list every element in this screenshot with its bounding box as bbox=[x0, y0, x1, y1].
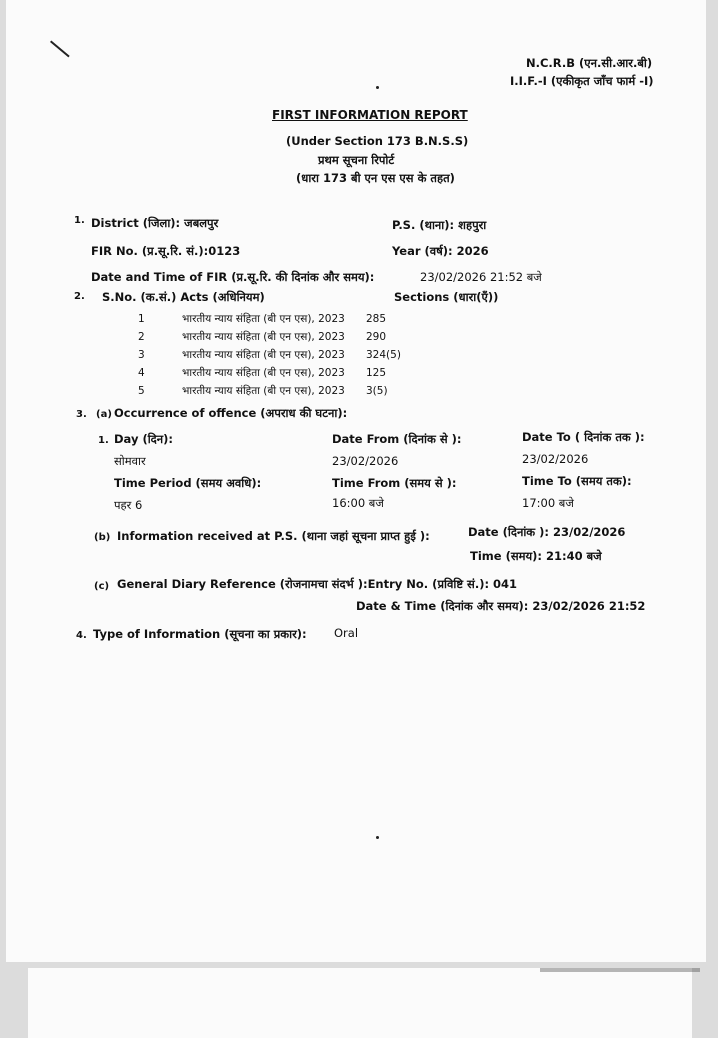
stray-dot bbox=[376, 836, 379, 839]
fir-datetime-value: 23/02/2026 21:52 बजे bbox=[420, 270, 542, 284]
acts-row-sno: 2 bbox=[138, 331, 145, 343]
acts-column-header: S.No. (क.सं.) Acts (अधिनियम) bbox=[102, 290, 265, 304]
fir-number-field: FIR No. (प्र.सू.रि. सं.):0123 bbox=[91, 244, 241, 258]
acts-row-sno: 4 bbox=[138, 367, 145, 379]
item-number: 1. bbox=[98, 435, 109, 446]
day-label: Day (दिन): bbox=[114, 432, 174, 446]
time-period-label: Time Period (समय अवधि): bbox=[114, 476, 262, 490]
acts-row-section: 125 bbox=[366, 367, 387, 379]
acts-row-sno: 3 bbox=[138, 349, 145, 361]
acts-row-section: 290 bbox=[366, 331, 387, 343]
scan-smear bbox=[540, 968, 700, 972]
ncrb-label: N.C.R.B (एन.सी.आर.बी) bbox=[526, 56, 653, 70]
subsection-label: (b) bbox=[94, 532, 111, 543]
info-type-value: Oral bbox=[334, 626, 359, 640]
section-number: 1. bbox=[74, 215, 85, 226]
section-number: 4. bbox=[76, 630, 87, 641]
acts-row-sno: 5 bbox=[138, 385, 145, 397]
info-received-date: Date (दिनांक ): 23/02/2026 bbox=[468, 525, 626, 539]
next-page-edge bbox=[28, 968, 692, 1038]
acts-row-section: 285 bbox=[366, 313, 387, 325]
title-hindi: प्रथम सूचना रिपोर्ट bbox=[318, 153, 395, 167]
time-from-label: Time From (समय से ): bbox=[332, 476, 457, 490]
section-number: 3. bbox=[76, 409, 87, 420]
day-value: सोमवार bbox=[114, 454, 146, 468]
date-to-label: Date To ( दिनांक तक ): bbox=[522, 430, 645, 444]
time-to-value: 17:00 बजे bbox=[522, 496, 574, 510]
acts-row-act: भारतीय न्याय संहिता (बी एन एस), 2023 bbox=[182, 331, 345, 343]
acts-row-act: भारतीय न्याय संहिता (बी एन एस), 2023 bbox=[182, 367, 345, 379]
police-station-field: P.S. (थाना): शहपुरा bbox=[392, 218, 487, 232]
acts-row-act: भारतीय न्याय संहिता (बी एन एस), 2023 bbox=[182, 313, 345, 325]
page-title: FIRST INFORMATION REPORT bbox=[272, 108, 468, 122]
sections-column-header: Sections (धारा(एँ)) bbox=[394, 290, 499, 304]
acts-row-section: 324(5) bbox=[366, 349, 401, 361]
date-to-value: 23/02/2026 bbox=[522, 452, 589, 466]
iif-label: I.I.F.-I (एकीकृत जाँच फार्म -I) bbox=[510, 74, 654, 88]
general-diary-datetime: Date & Time (दिनांक और समय): 23/02/2026 21:52 bbox=[356, 599, 646, 613]
subsection-label: (c) bbox=[94, 581, 110, 592]
acts-row-section: 3(5) bbox=[366, 385, 388, 397]
year-field: Year (वर्ष): 2026 bbox=[392, 244, 489, 258]
title-hindi-section: (धारा 173 बी एन एस एस के तहत) bbox=[296, 171, 455, 185]
info-type-label: Type of Information (सूचना का प्रकार): bbox=[93, 627, 307, 641]
fir-datetime-label: Date and Time of FIR (प्र.सू.रि. की दिनांक और समय): bbox=[91, 270, 375, 284]
info-received-time: Time (समय): 21:40 बजे bbox=[470, 549, 602, 563]
acts-row-act: भारतीय न्याय संहिता (बी एन एस), 2023 bbox=[182, 349, 345, 361]
stray-dot bbox=[376, 86, 379, 89]
date-from-label: Date From (दिनांक से ): bbox=[332, 432, 462, 446]
time-to-label: Time To (समय तक): bbox=[522, 474, 632, 488]
info-received-heading: Information received at P.S. (थाना जहां सूचना प्राप्त हुई ): bbox=[117, 529, 430, 543]
district-field: District (जिला): जबलपुर bbox=[91, 216, 219, 230]
acts-row-sno: 1 bbox=[138, 313, 145, 325]
time-from-value: 16:00 बजे bbox=[332, 496, 384, 510]
acts-row-act: भारतीय न्याय संहिता (बी एन एस), 2023 bbox=[182, 385, 345, 397]
general-diary-reference: General Diary Reference (रोजनामचा संदर्भ ):Entry No. (प्रविष्टि सं.): 041 bbox=[117, 577, 518, 591]
subsection-label: (a) bbox=[96, 409, 112, 420]
occurrence-heading: Occurrence of offence (अपराध की घटना): bbox=[114, 406, 348, 420]
title-under-section: (Under Section 173 B.N.S.S) bbox=[286, 134, 469, 148]
section-number: 2. bbox=[74, 291, 85, 302]
date-from-value: 23/02/2026 bbox=[332, 454, 399, 468]
time-period-value: पहर 6 bbox=[114, 498, 143, 512]
